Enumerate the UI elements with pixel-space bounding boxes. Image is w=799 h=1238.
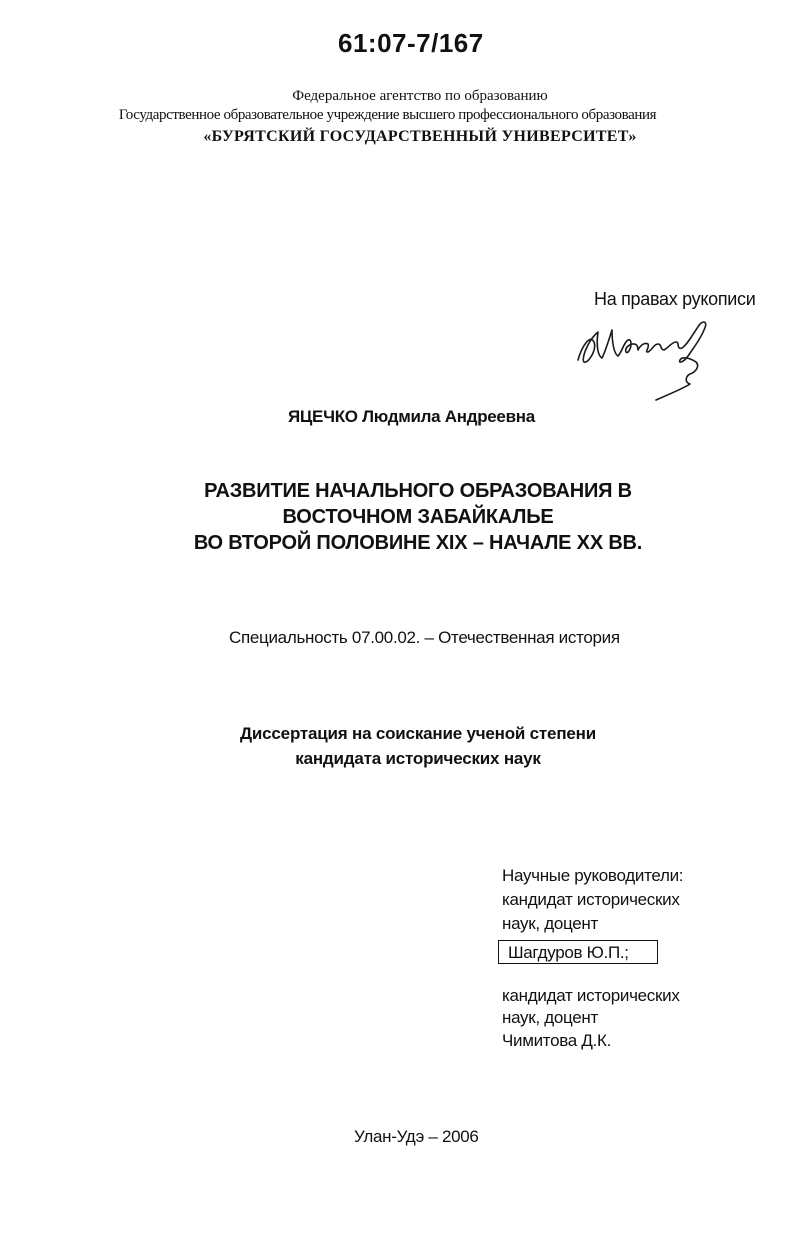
supervisor-name: Чимитова Д.К. — [502, 1031, 612, 1050]
agency-name: Федеральное агентство по образованию — [292, 88, 548, 104]
dissertation-title-line: ВОСТОЧНОМ ЗАБАЙКАЛЬЕ — [282, 506, 554, 528]
author-name: ЯЦЕЧКО Людмила Андреевна — [288, 407, 535, 426]
supervisor-title-line: кандидат исторических — [502, 986, 680, 1005]
specialty: Специальность 07.00.02. – Отечественная история — [229, 628, 620, 647]
degree-line: Диссертация на соискание ученой степени — [240, 724, 596, 743]
supervisor-title-line: наук, доцент — [502, 914, 598, 933]
city-year: Улан-Удэ – 2006 — [354, 1127, 479, 1146]
dissertation-title-line: ВО ВТОРОЙ ПОЛОВИНЕ XIX – НАЧАЛЕ XX ВВ. — [193, 532, 643, 554]
supervisor-title-line: наук, доцент — [502, 1008, 598, 1027]
supervisor-title-line: кандидат исторических — [502, 890, 680, 909]
supervisor-name: Шагдуров Ю.П.; — [508, 943, 629, 962]
supervisors-heading: Научные руководители: — [502, 866, 684, 885]
signature — [572, 312, 722, 404]
institution-name: Государственное образовательное учреждение высшего профессионального образования — [118, 107, 657, 123]
archive-code: 61:07-7/167 — [338, 28, 484, 58]
university-name: «БУРЯТСКИЙ ГОСУДАРСТВЕННЫЙ УНИВЕРСИТЕТ» — [203, 128, 637, 145]
manuscript-note: На правах рукописи — [594, 289, 756, 309]
degree-line: кандидата исторических наук — [295, 749, 541, 768]
dissertation-title-line: РАЗВИТИЕ НАЧАЛЬНОГО ОБРАЗОВАНИЯ В — [204, 480, 632, 502]
